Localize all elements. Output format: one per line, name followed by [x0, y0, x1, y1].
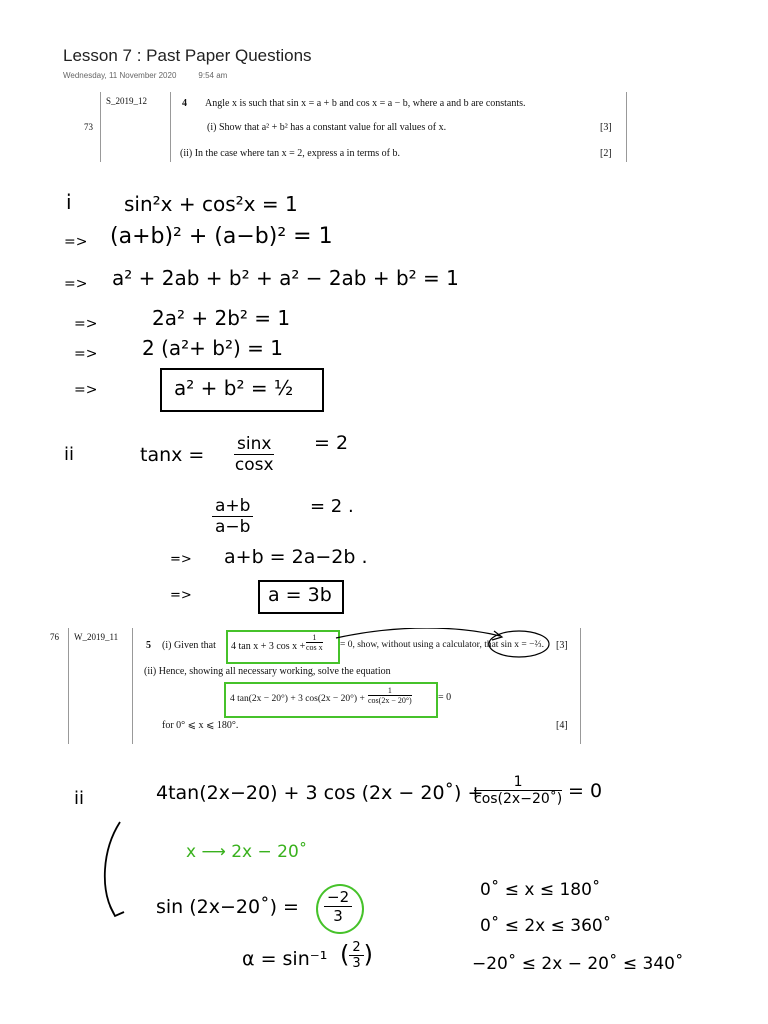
question-part-ii: (ii) In the case where tan x = 2, express a in terms of b. — [180, 148, 401, 159]
work-equals: = 2 — [314, 432, 349, 454]
page-title: Lesson 7 : Past Paper Questions — [63, 46, 312, 65]
fraction-numerator: 1 — [306, 633, 323, 643]
range-line: 0˚ ≤ x ≤ 180˚ — [480, 880, 601, 900]
question-divider — [626, 92, 627, 162]
question-part-i-prefix: (i) Given that — [162, 640, 216, 651]
alpha-fraction: ( $\frac{2}{3}$ ) — [340, 940, 374, 971]
range-line: 0˚ ≤ 2x ≤ 360˚ — [480, 916, 612, 936]
question-number: 76 — [50, 632, 59, 642]
work-line: a² + 2ab + b² + a² − 2ab + b² = 1 — [112, 266, 459, 290]
implies-arrow: => — [64, 234, 88, 250]
question-divider — [170, 92, 171, 162]
page-time: 9:54 am — [198, 71, 228, 80]
fraction-denominator: 3 — [333, 907, 343, 925]
fraction-numerator: 1 — [474, 774, 562, 791]
question-divider — [100, 92, 101, 162]
question-part-i: (i) Show that a² + b² has a constant value for all values of x. — [207, 122, 447, 133]
label-ii: ii — [64, 444, 75, 465]
fraction-denominator: cos x — [306, 643, 323, 652]
answer-text: a = 3b — [268, 584, 332, 606]
fraction-numerator: 2 — [349, 940, 363, 956]
question-part-number: 4 — [182, 98, 187, 109]
handwriting-part-ii-solution — [60, 768, 750, 1018]
fraction-numerator: sinx — [234, 434, 274, 455]
equation: 4 tan(2x − 20°) + 3 cos(2x − 20°) + — [230, 694, 365, 704]
equation-rhs: = 0 — [438, 692, 452, 703]
page-timestamp — [63, 71, 227, 80]
question-part-i-suffix: = 0, show, without using a calculator, that sin x = −⅔. — [340, 640, 544, 650]
annotation-circle-arrow — [40, 628, 585, 744]
work-line: 2a² + 2b² = 1 — [152, 306, 291, 330]
question-part-number: 5 — [146, 640, 151, 651]
substitution-note: x ⟶ 2x − 20˚ — [186, 842, 308, 862]
question-part-i-marks: [3] — [556, 640, 568, 651]
label-ii: ii — [74, 788, 85, 809]
implies-arrow: => — [170, 588, 192, 603]
question-clipping-2 — [40, 628, 585, 744]
expression: 4 tan x + 3 cos x + — [231, 641, 306, 652]
fraction-denominator: cosx — [234, 455, 274, 475]
fraction-denominator: a−b — [215, 517, 251, 537]
handwriting-part-i — [60, 190, 480, 420]
fraction-a-b — [212, 496, 253, 537]
question-range: for 0° ⩽ x ⩽ 180°. — [162, 720, 239, 731]
implies-arrow: => — [74, 382, 98, 398]
work-line: α = sin⁻¹ — [242, 948, 328, 970]
fraction-numerator: 1 — [368, 686, 412, 696]
label-i: i — [66, 190, 72, 214]
implies-arrow: => — [74, 346, 98, 362]
handwriting-part-ii — [60, 430, 480, 615]
equation-rhs: = 0 — [568, 780, 603, 802]
fraction-denominator: 3 — [352, 956, 361, 971]
question-part-ii-marks: [4] — [556, 720, 568, 731]
question-code: W_2019_11 — [74, 632, 119, 642]
answer-text: a² + b² = ½ — [174, 376, 294, 400]
work-line: 2 (a²+ b²) = 1 — [142, 336, 283, 360]
work-equation: 4tan(2x−20) + 3 cos (2x − 20˚) + — [156, 782, 484, 804]
equation-fraction — [474, 774, 562, 807]
fraction-numerator: a+b — [212, 496, 253, 517]
work-line: a+b = 2a−2b . — [224, 546, 368, 568]
work-line: sin²x + cos²x = 1 — [124, 192, 298, 216]
fraction-denominator: cos(2x−20˚) — [474, 791, 563, 807]
question-number: 73 — [84, 122, 93, 132]
work-line: (a+b)² + (a−b)² = 1 — [110, 224, 333, 249]
implies-arrow: => — [74, 316, 98, 332]
question-code: S_2019_12 — [106, 96, 148, 106]
question-part-ii-marks: [2] — [600, 148, 612, 159]
question-stem: Angle x is such that sin x = a + b and cos x = a − b, where a and b are constants. — [205, 98, 526, 109]
work-line: sin (2x−20˚) = — [156, 896, 299, 918]
question-part-ii: (ii) Hence, showing all necessary working, solve the equation — [144, 666, 391, 677]
work-equals: = 2 . — [310, 496, 354, 517]
tan-lhs: tanx = — [140, 444, 205, 466]
question-clipping-1 — [62, 92, 628, 162]
fraction-numerator: −2 — [324, 888, 352, 907]
fraction — [324, 888, 352, 925]
fraction-sin-cos — [234, 434, 274, 475]
range-line: −20˚ ≤ 2x − 20˚ ≤ 340˚ — [472, 954, 684, 974]
page-date: Wednesday, 11 November 2020 — [63, 71, 177, 80]
implies-arrow: => — [170, 552, 192, 567]
implies-arrow: => — [64, 276, 88, 292]
highlight-circle — [316, 884, 364, 934]
answer-box — [258, 580, 344, 614]
answer-box — [160, 368, 324, 412]
bracket-arrow — [100, 820, 160, 940]
fraction-denominator: cos(2x − 20°) — [368, 696, 412, 705]
question-part-i-marks: [3] — [600, 122, 612, 133]
